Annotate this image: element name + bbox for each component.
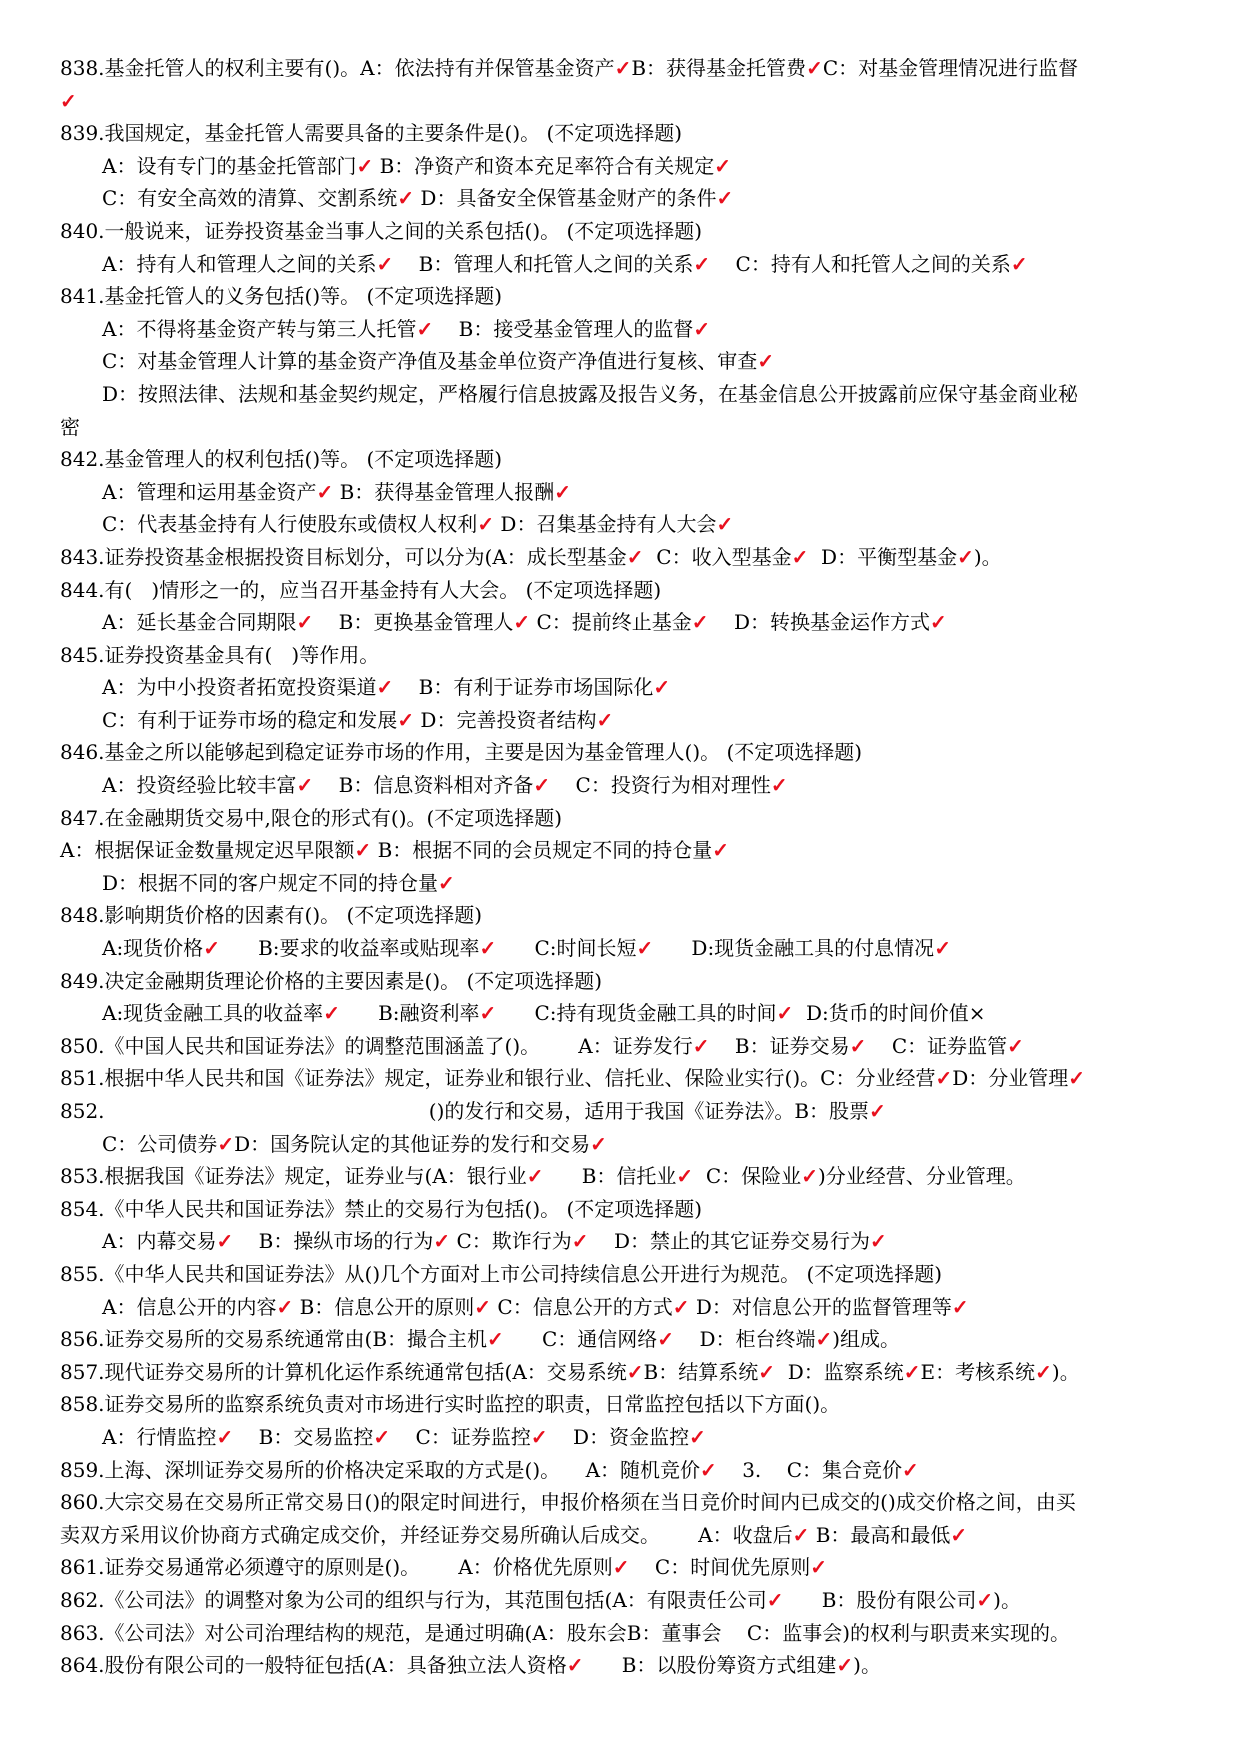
line-text: 850.《中国人民共和国证券法》的调整范围涵盖了()。 A：证券发行 <box>60 1033 693 1058</box>
check-mark-icon: ✓ <box>836 1653 854 1678</box>
line-text: D：资金监控 <box>547 1424 690 1449</box>
check-mark-icon: ✓ <box>770 773 788 798</box>
text-line <box>0 378 1241 411</box>
text-line <box>0 313 1241 346</box>
document-body <box>0 52 1241 1682</box>
line-text: C：提前终止基金 <box>530 610 692 635</box>
text-line <box>0 541 1241 574</box>
text-line <box>0 345 1241 378</box>
line-text: C：对基金管理人计算的基金资产净值及基金单位资产净值进行复核、审查 <box>102 349 758 374</box>
check-mark-icon: ✓ <box>849 1033 867 1058</box>
line-text: 845.证券投资基金具有( )等作用。 <box>60 642 380 667</box>
line-text: D：按照法律、法规和基金契约规定，严格履行信息披露及报告义务，在基金信息公开披露前应保守基金商业秘 <box>102 381 1079 406</box>
check-mark-icon: ✓ <box>1068 1066 1086 1091</box>
check-mark-icon: ✓ <box>626 1359 644 1384</box>
line-text: B：以股份筹资方式组建 <box>583 1653 837 1678</box>
line-text: B：结算系统 <box>643 1359 759 1384</box>
line-text: D：转换基金运作方式 <box>708 610 931 635</box>
line-text: C：投资行为相对理性 <box>550 773 771 798</box>
check-mark-icon: ✓ <box>657 1327 675 1352</box>
check-mark-icon: ✓ <box>397 707 415 732</box>
text-line <box>0 1030 1241 1063</box>
line-text: B：股份有限公司 <box>783 1587 977 1612</box>
check-mark-icon: ✓ <box>951 1294 969 1319</box>
text-line <box>0 117 1241 150</box>
line-text: B：交易监控 <box>233 1424 374 1449</box>
line-text: A：持有人和管理人之间的关系 <box>102 251 377 276</box>
line-text: C：时间优先原则 <box>629 1555 811 1580</box>
text-line <box>0 508 1241 541</box>
line-text: D：分业管理 <box>952 1066 1069 1091</box>
check-mark-icon: ✓ <box>217 1131 235 1156</box>
line-text: C：通信网络 <box>503 1327 658 1352</box>
check-mark-icon: ✓ <box>323 1001 340 1026</box>
line-text: B：接受基金管理人的监督 <box>433 316 694 341</box>
text-line <box>0 1225 1241 1258</box>
line-text: D：召集基金持有人大会 <box>494 512 717 537</box>
check-mark-icon: ✓ <box>1007 1033 1024 1058</box>
check-mark-icon: ✓ <box>590 1131 607 1156</box>
check-mark-icon: ✓ <box>296 773 314 798</box>
text-line <box>0 1388 1241 1421</box>
text-line <box>0 1062 1241 1095</box>
check-mark-icon: ✓ <box>815 1327 833 1352</box>
text-line <box>0 182 1241 215</box>
text-line <box>0 965 1241 998</box>
check-mark-icon: ✓ <box>636 936 654 961</box>
check-mark-icon: ✓ <box>60 88 77 113</box>
line-text: D：对信息公开的监督管理等 <box>689 1294 952 1319</box>
line-text: 3. C：集合竞价 <box>716 1457 903 1482</box>
check-mark-icon: ✓ <box>930 610 947 635</box>
check-mark-icon: ✓ <box>354 838 372 863</box>
text-line <box>0 736 1241 769</box>
line-text: 853.根据我国《证券法》规定，证券业与(A：银行业 <box>60 1164 527 1189</box>
check-mark-icon: ✓ <box>530 1424 548 1449</box>
line-text: )组成。 <box>832 1327 901 1352</box>
check-mark-icon: ✓ <box>806 56 823 80</box>
line-text: )。 <box>993 1587 1021 1612</box>
line-text: 838.基金托管人的权利主要有()。A：依法持有并保管基金资产 <box>60 56 615 80</box>
check-mark-icon: ✓ <box>693 251 711 276</box>
line-text: )。 <box>1051 1359 1080 1384</box>
text-line <box>0 769 1241 802</box>
check-mark-icon: ✓ <box>438 870 455 895</box>
text-line <box>0 639 1241 672</box>
line-text: B：信息公开的原则 <box>293 1294 475 1319</box>
line-text: A：设有专门的基金托管部门 <box>102 153 357 178</box>
line-text: A:现货金融工具的收益率 <box>102 1001 324 1026</box>
line-text: 密 <box>60 414 80 439</box>
text-line <box>0 704 1241 737</box>
line-text: 858.证券交易所的监察系统负责对市场进行实时监控的职责，日常监控包括以下方面()。 <box>60 1392 841 1417</box>
line-text: 847.在金融期货交易中,限仓的形式有()。(不定项选择题) <box>60 805 563 830</box>
line-text: D：具备安全保管基金财产的条件 <box>414 186 717 211</box>
check-mark-icon: ✓ <box>957 544 974 569</box>
check-mark-icon: ✓ <box>203 936 220 961</box>
check-mark-icon: ✓ <box>712 838 730 863</box>
line-text: A：信息公开的内容 <box>102 1294 277 1319</box>
check-mark-icon: ✓ <box>934 936 951 961</box>
text-line <box>0 1356 1241 1389</box>
line-text: D：禁止的其它证券交易行为 <box>588 1229 871 1254</box>
text-line <box>0 215 1241 248</box>
check-mark-icon: ✓ <box>700 1457 717 1482</box>
line-text: D：根据不同的客户规定不同的持仓量 <box>102 870 439 895</box>
check-mark-icon: ✓ <box>691 610 709 635</box>
check-mark-icon: ✓ <box>716 512 734 537</box>
text-line <box>0 834 1241 867</box>
line-text: C：有利于证券市场的稳定和发展 <box>102 707 398 732</box>
check-mark-icon: ✓ <box>614 56 632 80</box>
line-text: B：最高和最低 <box>809 1522 951 1547</box>
text-line <box>0 1421 1241 1454</box>
line-text: A:现货价格 <box>102 936 204 961</box>
line-text: E：考核系统 <box>920 1359 1036 1384</box>
line-text: 843.证券投资基金根据投资目标划分，可以分为(A：成长型基金 <box>60 544 627 569</box>
line-text: 844.有( )情形之一的，应当召开基金持有人大会。 (不定项选择题) <box>60 577 662 602</box>
check-mark-icon: ✓ <box>479 1001 497 1026</box>
text-line <box>0 802 1241 835</box>
check-mark-icon: ✓ <box>870 1229 887 1254</box>
line-text: D:货币的时间价值× <box>793 1001 986 1026</box>
line-text: B：有利于证券市场国际化 <box>393 675 654 700</box>
text-line <box>0 932 1241 965</box>
line-text: 859.上海、深圳证券交易所的价格决定采取的方式是()。 A：随机竞价 <box>60 1457 701 1482</box>
line-text: B：更换基金管理人 <box>313 610 514 635</box>
text-line <box>0 85 1241 118</box>
line-text: C：持有人和托管人之间的关系 <box>710 251 1011 276</box>
check-mark-icon: ✓ <box>689 1424 706 1449</box>
text-line <box>0 1128 1241 1161</box>
check-mark-icon: ✓ <box>554 479 572 504</box>
text-line <box>0 1323 1241 1356</box>
check-mark-icon: ✓ <box>869 1099 886 1123</box>
line-text: B：净资产和资本充足率符合有关规定 <box>373 153 715 178</box>
check-mark-icon: ✓ <box>474 1294 492 1319</box>
line-text: )。 <box>853 1653 881 1678</box>
line-text: 854.《中华人民共和国证券法》禁止的交易行为包括()。 (不定项选择题) <box>60 1196 703 1221</box>
line-text: D：监察系统 <box>775 1359 904 1384</box>
line-text: C：代表基金持有人行使股东或债权人权利 <box>102 512 478 537</box>
text-line <box>0 1519 1241 1552</box>
check-mark-icon: ✓ <box>571 1229 589 1254</box>
line-text: B:融资利率 <box>339 1001 480 1026</box>
line-text: D:现货金融工具的付息情况 <box>653 936 935 961</box>
line-text: C：欺诈行为 <box>450 1229 572 1254</box>
text-line <box>0 1193 1241 1226</box>
line-text: C：有安全高效的清算、交割系统 <box>102 186 398 211</box>
check-mark-icon: ✓ <box>526 1164 544 1189</box>
check-mark-icon: ✓ <box>216 1229 234 1254</box>
text-line <box>0 248 1241 281</box>
check-mark-icon: ✓ <box>479 936 497 961</box>
check-mark-icon: ✓ <box>1035 1359 1052 1384</box>
line-text: A：内幕交易 <box>102 1229 217 1254</box>
line-text: A：延长基金合同期限 <box>102 610 297 635</box>
line-text: 857.现代证券交易所的计算机化运作系统通常包括(A：交易系统 <box>60 1359 627 1384</box>
line-text: B：获得基金托管费 <box>631 56 807 80</box>
check-mark-icon: ✓ <box>791 544 809 569</box>
line-text: 862.《公司法》的调整对象为公司的组织与行为，其范围包括(A：有限责任公司 <box>60 1587 767 1612</box>
line-text: B：信托业 <box>543 1164 677 1189</box>
text-line <box>0 1551 1241 1584</box>
check-mark-icon: ✓ <box>976 1587 994 1612</box>
check-mark-icon: ✓ <box>672 1294 690 1319</box>
line-text: C：证券监管 <box>866 1033 1008 1058</box>
text-line <box>0 1258 1241 1291</box>
check-mark-icon: ✓ <box>903 1359 921 1384</box>
check-mark-icon: ✓ <box>566 1653 584 1678</box>
line-text: A：根据保证金数量规定迟早限额 <box>60 838 355 863</box>
line-text: 839.我国规定，基金托管人需要具备的主要条件是()。 (不定项选择题) <box>60 121 683 146</box>
check-mark-icon: ✓ <box>776 1001 794 1026</box>
line-text: C:时间长短 <box>496 936 637 961</box>
check-mark-icon: ✓ <box>950 1522 968 1547</box>
check-mark-icon: ✓ <box>216 1424 234 1449</box>
text-line <box>0 1454 1241 1487</box>
line-text: 856.证券交易所的交易系统通常由(B：撮合主机 <box>60 1327 488 1352</box>
text-line <box>0 1617 1241 1650</box>
line-text: D：国务院认定的其他证券的发行和交易 <box>234 1131 591 1156</box>
check-mark-icon: ✓ <box>626 544 644 569</box>
check-mark-icon: ✓ <box>792 1522 810 1547</box>
line-text: C:持有现货金融工具的时间 <box>496 1001 777 1026</box>
line-text: B:要求的收益率或贴现率 <box>219 936 480 961</box>
check-mark-icon: ✓ <box>487 1327 504 1352</box>
line-text: B：信息资料相对齐备 <box>313 773 534 798</box>
line-text: C：收入型基金 <box>643 544 792 569</box>
line-text: 841.基金托管人的义务包括()等。 (不定项选择题) <box>60 284 503 309</box>
check-mark-icon: ✓ <box>1010 251 1028 276</box>
check-mark-icon: ✓ <box>935 1066 953 1091</box>
check-mark-icon: ✓ <box>902 1457 919 1482</box>
line-text: D：完善投资者结构 <box>414 707 597 732</box>
line-text: C：证券监控 <box>390 1424 531 1449</box>
text-line <box>0 899 1241 932</box>
line-text: 852. ()的发行和交易，适用于我国《证券法》。B：股票 <box>60 1099 870 1123</box>
check-mark-icon: ✓ <box>653 675 671 700</box>
check-mark-icon: ✓ <box>376 675 394 700</box>
check-mark-icon: ✓ <box>477 512 495 537</box>
text-line <box>0 671 1241 704</box>
check-mark-icon: ✓ <box>758 1359 776 1384</box>
text-line <box>0 1584 1241 1617</box>
check-mark-icon: ✓ <box>757 349 775 374</box>
text-line <box>0 280 1241 313</box>
check-mark-icon: ✓ <box>296 610 314 635</box>
line-text: A：管理和运用基金资产 <box>102 479 317 504</box>
text-line <box>0 476 1241 509</box>
line-text: B：根据不同的会员规定不同的持仓量 <box>371 838 713 863</box>
line-text: 848.影响期货价格的因素有()。 (不定项选择题) <box>60 903 483 928</box>
check-mark-icon: ✓ <box>376 251 394 276</box>
line-text: D：柜台终端 <box>674 1327 816 1352</box>
text-line <box>0 1160 1241 1193</box>
check-mark-icon: ✓ <box>676 1164 694 1189</box>
check-mark-icon: ✓ <box>766 1587 784 1612</box>
check-mark-icon: ✓ <box>276 1294 294 1319</box>
check-mark-icon: ✓ <box>716 186 734 211</box>
line-text: 卖双方采用议价协商方式确定成交价，并经证券交易所确认后成交。 A：收盘后 <box>60 1522 793 1547</box>
line-text: B：操纵市场的行为 <box>233 1229 434 1254</box>
check-mark-icon: ✓ <box>513 610 531 635</box>
check-mark-icon: ✓ <box>810 1555 827 1580</box>
check-mark-icon: ✓ <box>692 1033 710 1058</box>
line-text: B：获得基金管理人报酬 <box>333 479 555 504</box>
text-line <box>0 606 1241 639</box>
line-text: 855.《中华人民共和国证券法》从()几个方面对上市公司持续信息公开进行为规范。 (不定项选择题) <box>60 1261 943 1286</box>
line-text: 861.证券交易通常必须遵守的原则是()。 A：价格优先原则 <box>60 1555 613 1580</box>
text-line <box>0 1486 1241 1519</box>
check-mark-icon: ✓ <box>373 1424 391 1449</box>
line-text: A：为中小投资者拓宽投资渠道 <box>102 675 377 700</box>
line-text: 846.基金之所以能够起到稳定证券市场的作用，主要是因为基金管理人()。 (不定项选择题) <box>60 740 863 765</box>
line-text: 842.基金管理人的权利包括()等。 (不定项选择题) <box>60 447 503 472</box>
check-mark-icon: ✓ <box>533 773 551 798</box>
line-text: 851.根据中华人民共和国《证券法》规定，证券业和银行业、信托业、保险业实行()。C：分业经营 <box>60 1066 936 1091</box>
text-line <box>0 574 1241 607</box>
check-mark-icon: ✓ <box>693 316 711 341</box>
text-line <box>0 1095 1241 1128</box>
line-text: 864.股份有限公司的一般特征包括(A：具备独立法人资格 <box>60 1653 567 1678</box>
check-mark-icon: ✓ <box>316 479 334 504</box>
line-text: 849.决定金融期货理论价格的主要因素是()。 (不定项选择题) <box>60 968 603 993</box>
text-line <box>0 867 1241 900</box>
line-text: 863.《公司法》对公司治理结构的规范，是通过明确(A：股东会B：董事会 C：监事会)的权利与职责来实现的。 <box>60 1620 1071 1645</box>
line-text: C：对基金管理情况进行监督 <box>822 56 1079 80</box>
line-text: )分业经营、分业管理。 <box>817 1164 1026 1189</box>
check-mark-icon: ✓ <box>596 707 614 732</box>
text-line <box>0 997 1241 1030</box>
check-mark-icon: ✓ <box>397 186 415 211</box>
line-text: 840.一般说来，证券投资基金当事人之间的关系包括()。 (不定项选择题) <box>60 218 703 243</box>
line-text: 860.大宗交易在交易所正常交易日()的限定时间进行，申报价格须在当日竞价时间内已成交的()成交价格之间，由买 <box>60 1490 1076 1515</box>
check-mark-icon: ✓ <box>714 153 732 178</box>
check-mark-icon: ✓ <box>612 1555 630 1580</box>
line-text: C：保险业 <box>693 1164 802 1189</box>
line-text: C：信息公开的方式 <box>491 1294 673 1319</box>
line-text: B：管理人和托管人之间的关系 <box>393 251 694 276</box>
check-mark-icon: ✓ <box>416 316 434 341</box>
line-text: B：证券交易 <box>709 1033 850 1058</box>
text-line <box>0 52 1241 85</box>
text-line <box>0 1291 1241 1324</box>
line-text: A：不得将基金资产转与第三人托管 <box>102 316 417 341</box>
text-line <box>0 150 1241 183</box>
check-mark-icon: ✓ <box>356 153 374 178</box>
text-line <box>0 411 1241 444</box>
text-line <box>0 1649 1241 1682</box>
line-text: A：投资经验比较丰富 <box>102 773 297 798</box>
line-text: C：公司债券 <box>102 1131 218 1156</box>
text-line <box>0 443 1241 476</box>
check-mark-icon: ✓ <box>433 1229 451 1254</box>
check-mark-icon: ✓ <box>801 1164 818 1189</box>
line-text: A：行情监控 <box>102 1424 217 1449</box>
line-text: D：平衡型基金 <box>808 544 958 569</box>
line-text: )。 <box>973 544 1002 569</box>
